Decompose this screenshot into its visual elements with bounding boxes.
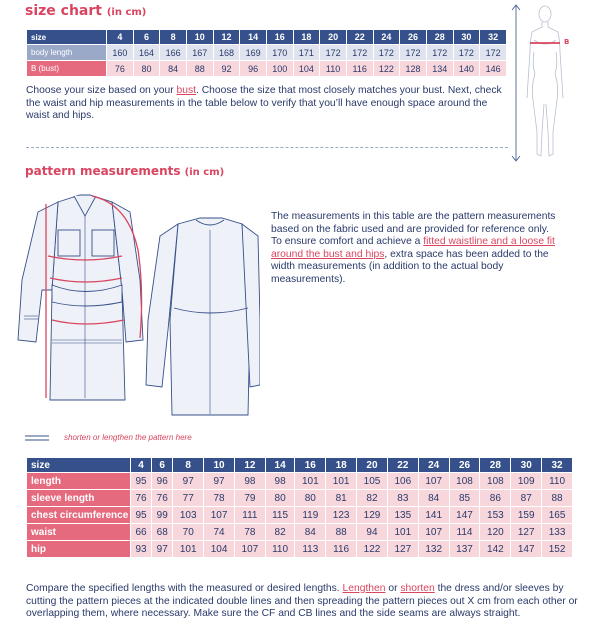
size-chart-value-cell: 168 xyxy=(213,45,240,61)
measurement-size-cell: 24 xyxy=(418,458,449,473)
measurement-value-cell: 93 xyxy=(131,541,152,558)
measurement-value-cell: 147 xyxy=(511,541,542,558)
measurement-value-cell: 111 xyxy=(234,507,265,524)
measurement-row-label: hip xyxy=(27,541,131,558)
measurement-size-cell: 8 xyxy=(173,458,204,473)
size-chart-size-cell: 28 xyxy=(426,30,453,45)
bust-marker-label: B xyxy=(564,38,570,46)
footer-paragraph xyxy=(26,583,578,621)
size-chart-value-cell: 172 xyxy=(400,45,427,61)
measurement-value-cell: 109 xyxy=(511,473,542,490)
measurement-size-cell: 32 xyxy=(542,458,573,473)
measurement-value-cell: 85 xyxy=(449,490,480,507)
measurement-value-cell: 142 xyxy=(480,541,511,558)
measurement-value-cell: 74 xyxy=(204,524,235,541)
size-chart-value-cell: 104 xyxy=(293,61,320,77)
size-chart-value-cell: 100 xyxy=(266,61,293,77)
size-chart-title xyxy=(25,3,146,19)
pattern-unit: (in cm) xyxy=(184,167,225,178)
measurement-size-cell: 20 xyxy=(357,458,388,473)
measurement-value-cell: 78 xyxy=(204,490,235,507)
measurement-value-cell: 107 xyxy=(418,473,449,490)
measurement-value-cell: 76 xyxy=(131,490,152,507)
measurement-value-cell: 82 xyxy=(357,490,388,507)
size-chart-value-cell: 170 xyxy=(266,45,293,61)
measurement-value-cell: 97 xyxy=(173,473,204,490)
measurement-value-cell: 82 xyxy=(265,524,295,541)
measurement-value-cell: 127 xyxy=(511,524,542,541)
measurement-value-cell: 101 xyxy=(387,524,418,541)
measurement-value-cell: 108 xyxy=(480,473,511,490)
size-chart-value-cell: 172 xyxy=(480,45,507,61)
pattern-title-text: pattern measurements xyxy=(25,164,181,178)
size-chart-value-cell: 160 xyxy=(107,45,134,61)
jacket-illustration xyxy=(10,190,260,440)
measurement-value-cell: 107 xyxy=(234,541,265,558)
measurement-value-cell: 120 xyxy=(480,524,511,541)
size-chart-value-cell: 88 xyxy=(186,61,213,77)
size-chart-size-cell: 30 xyxy=(453,30,480,45)
size-chart-value-cell: 172 xyxy=(453,45,480,61)
size-chart-size-cell: 8 xyxy=(160,30,187,45)
size-chart-size-cell: 16 xyxy=(266,30,293,45)
measurement-row-label: length xyxy=(27,473,131,490)
measurement-size-cell: 6 xyxy=(152,458,173,473)
size-chart-value-cell: 166 xyxy=(160,45,187,61)
measurement-value-cell: 159 xyxy=(511,507,542,524)
section-divider xyxy=(26,147,508,148)
measurement-value-cell: 97 xyxy=(152,541,173,558)
measurement-value-cell: 78 xyxy=(234,524,265,541)
measurement-value-cell: 95 xyxy=(131,507,152,524)
measurement-value-cell: 87 xyxy=(511,490,542,507)
size-chart-value-cell: 134 xyxy=(426,61,453,77)
intro-paragraph xyxy=(26,85,508,123)
measurement-value-cell: 132 xyxy=(418,541,449,558)
measurement-value-cell: 107 xyxy=(204,507,235,524)
footer-text-3: the dress and/or sleeves by cutting the pattern pieces at the indicated double lines and then spreading the pattern pieces out X cm from each other or overlapping them, where necessary. Make sure the CF and CB lines and the side seams are always straight. xyxy=(26,583,578,619)
measurement-value-cell: 108 xyxy=(449,473,480,490)
measurement-value-cell: 88 xyxy=(542,490,573,507)
measurement-size-cell: 12 xyxy=(234,458,265,473)
measurement-row xyxy=(27,524,573,541)
measurement-row xyxy=(27,473,573,490)
measurement-value-cell: 77 xyxy=(173,490,204,507)
measurement-value-cell: 152 xyxy=(542,541,573,558)
measurement-value-cell: 81 xyxy=(326,490,357,507)
size-chart-header-label: size xyxy=(27,30,107,45)
pattern-measurements-table xyxy=(26,457,573,558)
size-chart-title-text: size chart xyxy=(25,3,102,19)
size-chart-size-cell: 18 xyxy=(293,30,320,45)
measurement-value-cell: 115 xyxy=(265,507,295,524)
size-chart-value-cell: 172 xyxy=(373,45,400,61)
measurement-size-cell: 14 xyxy=(265,458,295,473)
size-chart-size-cell: 32 xyxy=(480,30,507,45)
measurement-value-cell: 80 xyxy=(265,490,295,507)
pattern-measurements-body xyxy=(27,458,573,558)
size-chart-header-row xyxy=(27,30,507,45)
measurement-value-cell: 101 xyxy=(326,473,357,490)
measurement-value-cell: 153 xyxy=(480,507,511,524)
measurement-value-cell: 99 xyxy=(152,507,173,524)
measurement-value-cell: 83 xyxy=(387,490,418,507)
measurement-size-cell: 30 xyxy=(511,458,542,473)
size-chart-table xyxy=(26,29,507,77)
measurement-value-cell: 97 xyxy=(204,473,235,490)
measurement-value-cell: 137 xyxy=(449,541,480,558)
size-chart-value-cell: 167 xyxy=(186,45,213,61)
measurement-value-cell: 116 xyxy=(326,541,357,558)
measurement-row xyxy=(27,507,573,524)
pattern-note-text-1: The measurements in this table are the pattern measurements based on the fabric used and are provided for reference only. To ensure comfort and achieve a xyxy=(271,211,556,247)
measurement-value-cell: 66 xyxy=(131,524,152,541)
measurement-value-cell: 110 xyxy=(265,541,295,558)
size-chart-row-label: B (bust) xyxy=(27,61,107,77)
measurement-size-cell: 28 xyxy=(480,458,511,473)
measurement-value-cell: 103 xyxy=(173,507,204,524)
legend-text: shorten or lengthen the pattern here xyxy=(64,433,192,442)
size-chart-value-cell: 92 xyxy=(213,61,240,77)
size-chart-size-cell: 14 xyxy=(240,30,267,45)
measurement-value-cell: 80 xyxy=(295,490,326,507)
measurement-value-cell: 79 xyxy=(234,490,265,507)
measurement-value-cell: 86 xyxy=(480,490,511,507)
pattern-note-paragraph xyxy=(271,211,561,286)
measurement-size-cell: 18 xyxy=(326,458,357,473)
size-chart-value-cell: 76 xyxy=(107,61,134,77)
double-line-legend-icon xyxy=(25,434,51,442)
size-chart-body xyxy=(27,30,507,77)
pattern-note-link[interactable]: fitted waistline and a loose fit around the bust and hips xyxy=(271,236,555,260)
size-chart-unit: (in cm) xyxy=(106,7,147,18)
size-chart-value-cell: 172 xyxy=(426,45,453,61)
size-chart-value-cell: 110 xyxy=(320,61,347,77)
measurement-value-cell: 133 xyxy=(542,524,573,541)
measurement-value-cell: 127 xyxy=(387,541,418,558)
measurement-row-label: chest circumference xyxy=(27,507,131,524)
measurement-value-cell: 95 xyxy=(131,473,152,490)
size-chart-value-cell: 169 xyxy=(240,45,267,61)
measurement-value-cell: 141 xyxy=(418,507,449,524)
size-chart-value-cell: 80 xyxy=(133,61,160,77)
measurement-row xyxy=(27,490,573,507)
measurement-value-cell: 165 xyxy=(542,507,573,524)
measurement-row xyxy=(27,541,573,558)
measurement-header-row xyxy=(27,458,573,473)
size-chart-value-cell: 122 xyxy=(373,61,400,77)
measurement-size-cell: 16 xyxy=(295,458,326,473)
measurement-value-cell: 98 xyxy=(234,473,265,490)
size-chart-value-cell: 146 xyxy=(480,61,507,77)
size-chart-size-cell: 24 xyxy=(373,30,400,45)
size-chart-value-cell: 84 xyxy=(160,61,187,77)
size-chart-size-cell: 22 xyxy=(346,30,373,45)
measurement-value-cell: 88 xyxy=(326,524,357,541)
measurement-value-cell: 119 xyxy=(295,507,326,524)
measurement-size-cell: 26 xyxy=(449,458,480,473)
footer-link-shorten[interactable]: shorten xyxy=(400,583,435,594)
measurement-value-cell: 106 xyxy=(387,473,418,490)
measurement-value-cell: 104 xyxy=(204,541,235,558)
size-chart-size-cell: 12 xyxy=(213,30,240,45)
size-chart-value-cell: 171 xyxy=(293,45,320,61)
measurement-row-label: waist xyxy=(27,524,131,541)
size-chart-value-cell: 140 xyxy=(453,61,480,77)
measurement-size-cell: 10 xyxy=(204,458,235,473)
measurement-value-cell: 96 xyxy=(152,473,173,490)
pattern-note-text-2: , extra space has been added to the width measurements (in addition to the actual body measurements). xyxy=(271,248,549,285)
measurement-value-cell: 101 xyxy=(295,473,326,490)
size-chart-size-cell: 26 xyxy=(400,30,427,45)
size-chart-size-cell: 10 xyxy=(186,30,213,45)
measurement-size-cell: 22 xyxy=(387,458,418,473)
measurement-value-cell: 70 xyxy=(173,524,204,541)
size-chart-row xyxy=(27,61,507,77)
size-chart-row-label: body length xyxy=(27,45,107,61)
measurement-value-cell: 107 xyxy=(418,524,449,541)
size-chart-value-cell: 172 xyxy=(320,45,347,61)
size-chart-size-cell: 20 xyxy=(320,30,347,45)
size-chart-value-cell: 128 xyxy=(400,61,427,77)
measurement-value-cell: 68 xyxy=(152,524,173,541)
measurement-row-label: sleeve length xyxy=(27,490,131,507)
intro-link-bust[interactable]: bust xyxy=(176,85,197,96)
measurement-value-cell: 123 xyxy=(326,507,357,524)
footer-text-2: or xyxy=(385,583,401,594)
measurement-value-cell: 114 xyxy=(449,524,480,541)
measurement-value-cell: 84 xyxy=(295,524,326,541)
size-chart-value-cell: 172 xyxy=(346,45,373,61)
footer-link-lengthen[interactable]: Lengthen xyxy=(342,583,386,594)
intro-text-1: Choose your size based on your xyxy=(26,85,177,96)
size-chart-value-cell: 96 xyxy=(240,61,267,77)
measurement-value-cell: 76 xyxy=(152,490,173,507)
measurement-value-cell: 147 xyxy=(449,507,480,524)
measurement-value-cell: 113 xyxy=(295,541,326,558)
size-chart-value-cell: 164 xyxy=(133,45,160,61)
pattern-title xyxy=(25,164,224,178)
size-chart-row xyxy=(27,45,507,61)
intro-text-2: . Choose the size that most closely matches your bust. Next, check the waist and hip measurements in the table below to verify that you’ll have enough space around the waist and hips. xyxy=(26,85,502,121)
size-chart-size-cell: 6 xyxy=(133,30,160,45)
measurement-value-cell: 122 xyxy=(357,541,388,558)
measurement-value-cell: 98 xyxy=(265,473,295,490)
measurement-value-cell: 105 xyxy=(357,473,388,490)
measurement-value-cell: 110 xyxy=(542,473,573,490)
measurement-value-cell: 135 xyxy=(387,507,418,524)
size-chart-size-cell: 4 xyxy=(107,30,134,45)
footer-text-1: Compare the specified lengths with the measured or desired lengths. xyxy=(26,583,343,594)
measurement-value-cell: 129 xyxy=(357,507,388,524)
body-figure xyxy=(508,2,588,164)
measurement-value-cell: 101 xyxy=(173,541,204,558)
measurement-header-label: size xyxy=(27,458,131,473)
measurement-value-cell: 84 xyxy=(418,490,449,507)
measurement-value-cell: 94 xyxy=(357,524,388,541)
size-chart-value-cell: 116 xyxy=(346,61,373,77)
measurement-size-cell: 4 xyxy=(131,458,152,473)
